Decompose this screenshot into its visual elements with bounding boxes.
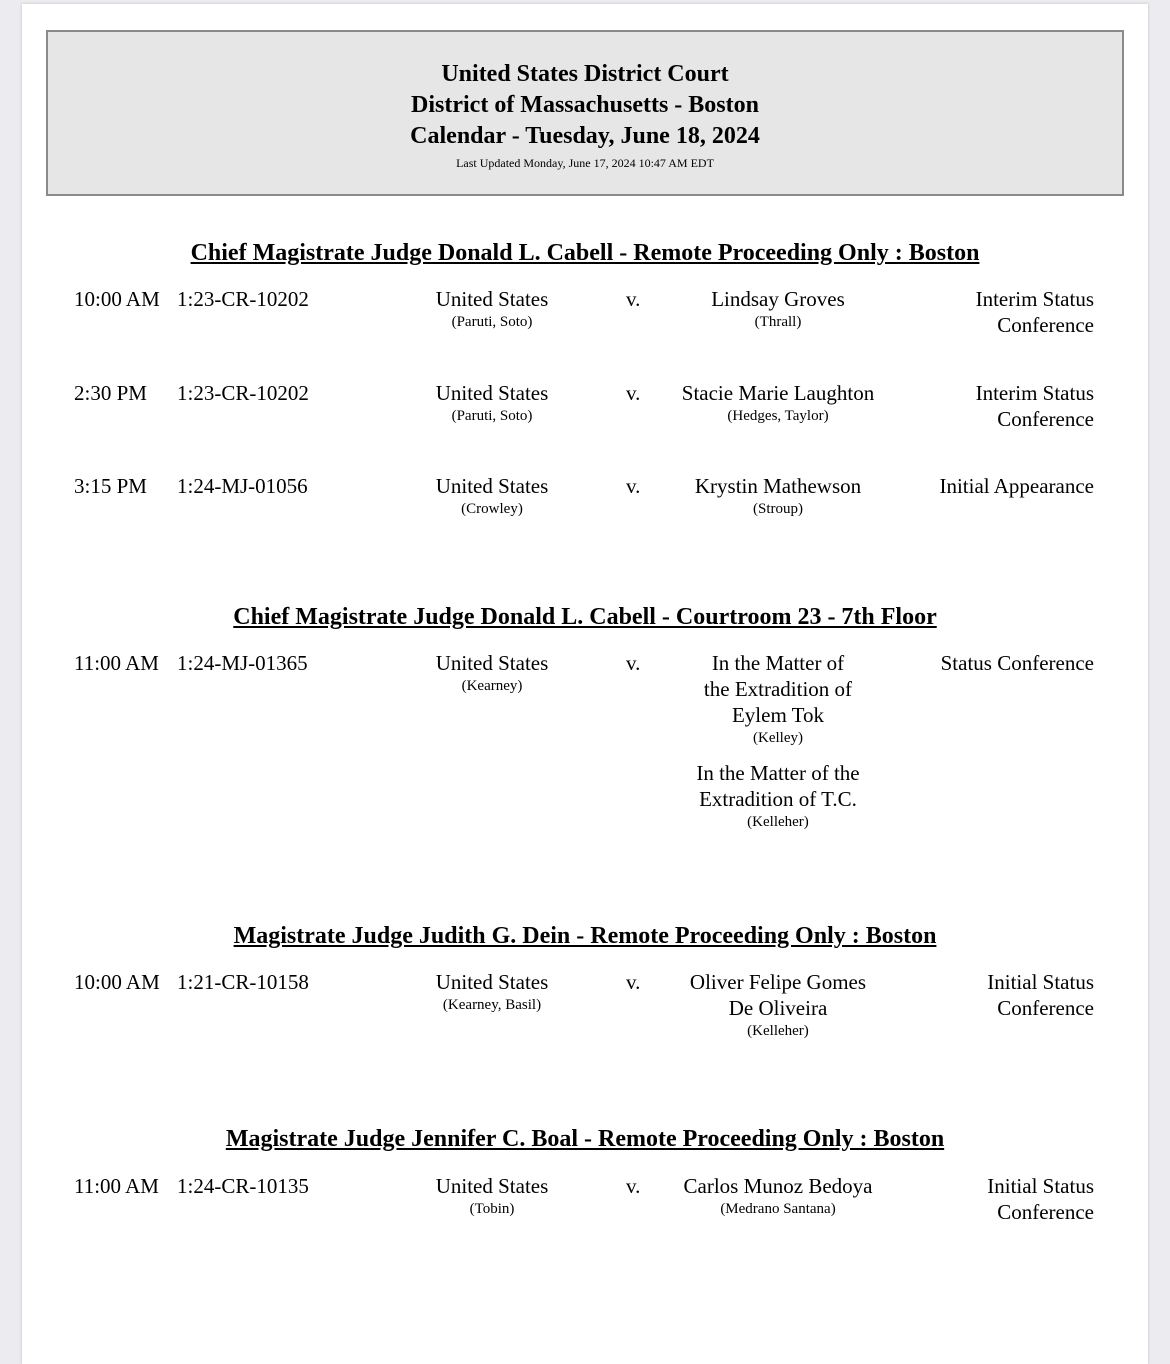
case-number: 1:23-CR-10202	[177, 381, 309, 405]
defendants	[658, 650, 898, 844]
calendar-header	[46, 30, 1124, 196]
defendant-counsel: (Hedges, Taylor)	[727, 408, 829, 424]
defendants	[658, 969, 898, 1053]
proceeding-type: Initial Appearance	[939, 474, 1094, 498]
case-number: 1:23-CR-10202	[177, 287, 309, 311]
defendant-counsel: (Stroup)	[753, 501, 803, 517]
versus: v.	[626, 651, 641, 675]
plaintiff-name: United States	[435, 651, 549, 675]
versus: v.	[626, 1174, 641, 1198]
defendant-name: Carlos Munoz Bedoya	[683, 1174, 873, 1198]
judge-heading: Magistrate Judge Jennifer C. Boal - Remote Proceeding Only : Boston	[225, 1126, 945, 1152]
hearing-time: 11:00 AM	[74, 651, 159, 675]
defendant-name: In the Matter of the Extradition of T.C.	[696, 761, 860, 811]
plaintiff-counsel: (Paruti, Soto)	[451, 408, 533, 424]
hearing-time: 10:00 AM	[74, 287, 160, 311]
defendants	[658, 380, 898, 438]
defendant	[658, 1173, 898, 1219]
plaintiff	[392, 380, 592, 426]
defendant-counsel: (Medrano Santana)	[720, 1201, 836, 1217]
case-number: 1:24-MJ-01056	[177, 474, 308, 498]
defendant-counsel: (Thrall)	[754, 314, 802, 330]
last-updated: Last Updated Monday, June 17, 2024 10:47 AM EDT	[456, 156, 714, 170]
defendant-counsel: (Kelleher)	[747, 814, 809, 830]
plaintiff	[392, 286, 592, 332]
judge-heading: Magistrate Judge Judith G. Dein - Remote Proceeding Only : Boston	[233, 923, 937, 949]
district-name: District of Massachusetts - Boston	[411, 92, 759, 118]
defendant	[658, 650, 898, 748]
plaintiff-name: United States	[435, 474, 549, 498]
defendant-name: Stacie Marie Laughton	[681, 381, 875, 405]
defendant	[658, 969, 898, 1041]
plaintiff-name: United States	[435, 1174, 549, 1198]
defendant	[658, 760, 898, 832]
plaintiff-counsel: (Tobin)	[469, 1201, 515, 1217]
hearing-time: 3:15 PM	[74, 474, 147, 498]
plaintiff-name: United States	[435, 287, 549, 311]
hearing-time: 10:00 AM	[74, 970, 160, 994]
proceeding-type: Interim Status Conference	[975, 287, 1094, 337]
proceeding-type: Status Conference	[940, 651, 1094, 675]
plaintiff-counsel: (Kearney)	[461, 678, 523, 694]
hearing-time: 11:00 AM	[74, 1174, 159, 1198]
versus: v.	[626, 970, 641, 994]
calendar-date: Calendar - Tuesday, June 18, 2024	[410, 123, 760, 149]
judge-heading: Chief Magistrate Judge Donald L. Cabell - Remote Proceeding Only : Boston	[190, 240, 980, 266]
defendants	[658, 1173, 898, 1231]
plaintiff-counsel: (Paruti, Soto)	[451, 314, 533, 330]
plaintiff	[392, 969, 592, 1015]
defendant-counsel: (Kelley)	[753, 730, 803, 746]
versus: v.	[626, 381, 641, 405]
proceeding-type: Initial Status Conference	[987, 1174, 1094, 1224]
plaintiff	[392, 1173, 592, 1219]
defendant	[658, 286, 898, 332]
plaintiff-name: United States	[435, 970, 549, 994]
defendants	[658, 286, 898, 344]
defendant	[658, 473, 898, 519]
defendant-name: Krystin Mathewson	[694, 474, 862, 498]
plaintiff	[392, 650, 592, 696]
proceeding-type: Interim Status Conference	[975, 381, 1094, 431]
hearing-time: 2:30 PM	[74, 381, 147, 405]
judge-heading: Chief Magistrate Judge Donald L. Cabell - Courtroom 23 - 7th Floor	[233, 604, 937, 630]
versus: v.	[626, 474, 641, 498]
defendants	[658, 473, 898, 531]
court-name: United States District Court	[441, 61, 729, 87]
plaintiff-counsel: (Crowley)	[461, 501, 523, 517]
defendant-name: Lindsay Groves	[711, 287, 845, 311]
defendant	[658, 380, 898, 426]
plaintiff-counsel: (Kearney, Basil)	[442, 997, 542, 1013]
plaintiff-name: United States	[435, 381, 549, 405]
defendant-counsel: (Kelleher)	[747, 1023, 809, 1039]
case-number: 1:24-CR-10135	[177, 1174, 309, 1198]
versus: v.	[626, 287, 641, 311]
proceeding-type: Initial Status Conference	[987, 970, 1094, 1020]
case-number: 1:21-CR-10158	[177, 970, 309, 994]
defendant-name: In the Matter of the Extradition of Eylem Tok	[703, 651, 853, 727]
plaintiff	[392, 473, 592, 519]
case-number: 1:24-MJ-01365	[177, 651, 308, 675]
defendant-name: Oliver Felipe Gomes De Oliveira	[689, 970, 867, 1020]
